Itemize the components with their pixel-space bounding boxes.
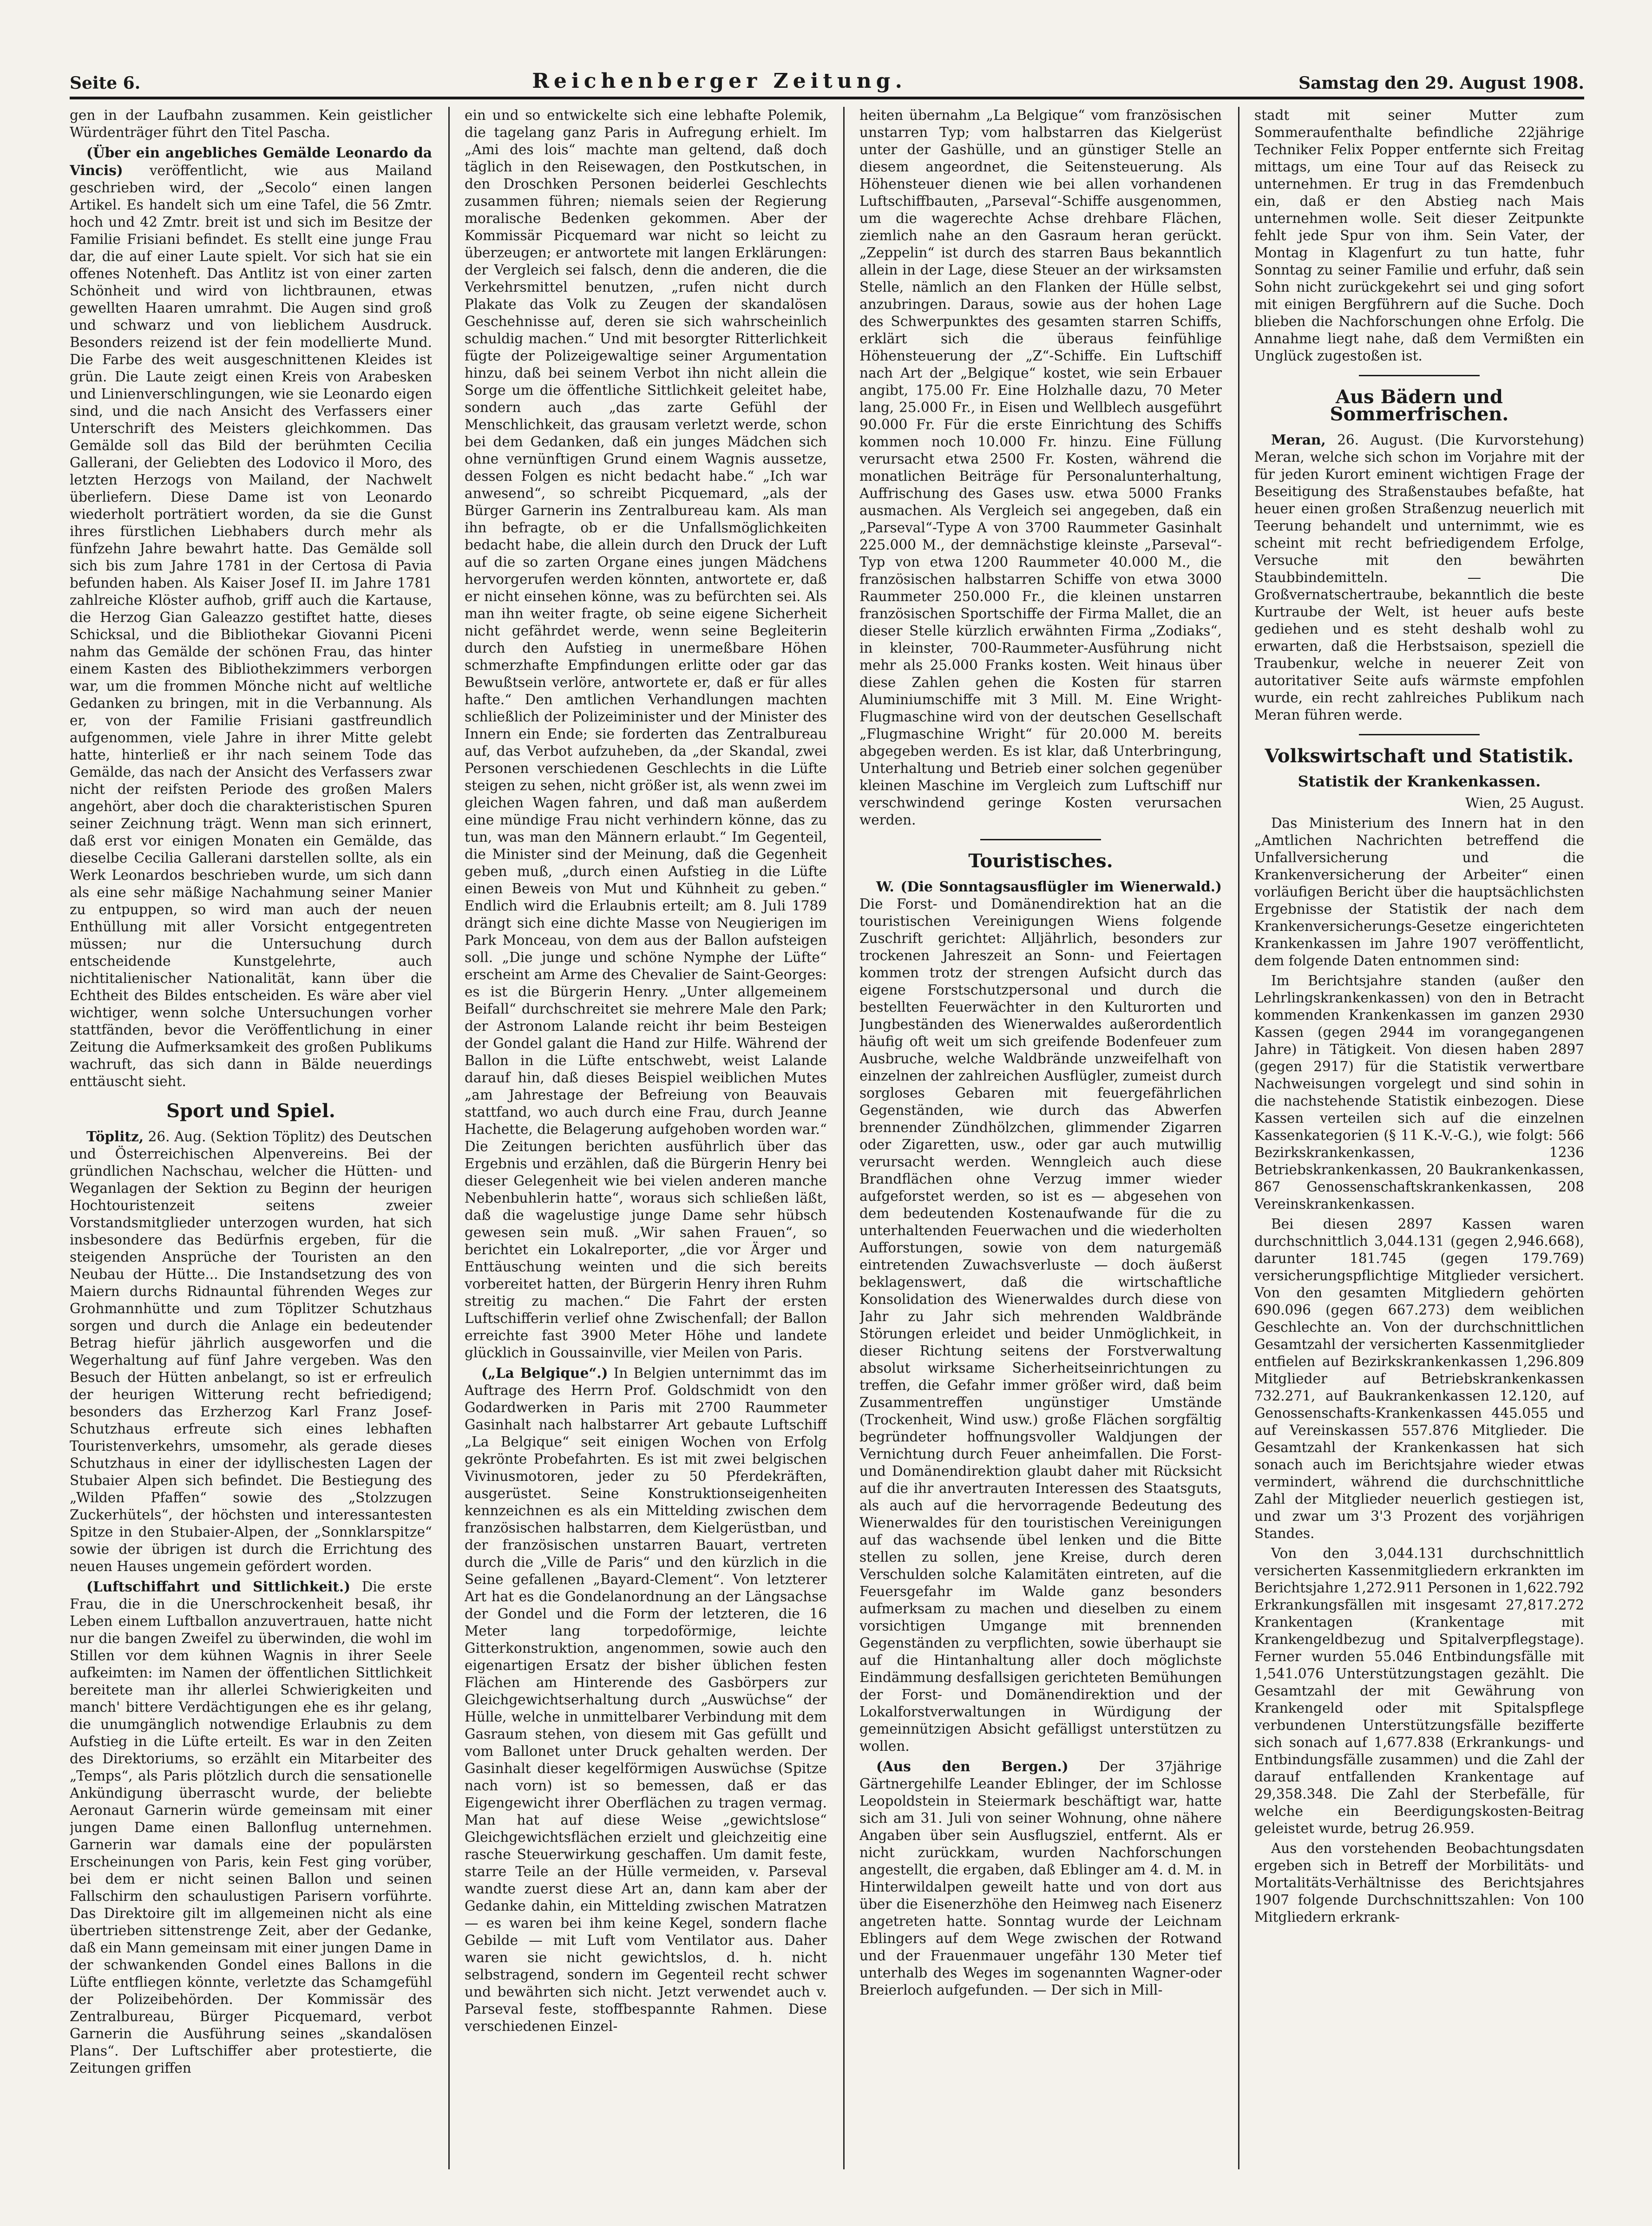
masthead: Reichenberger Zeitung. (532, 69, 907, 93)
column-divider (448, 107, 450, 2169)
column-4 (1254, 107, 1584, 2169)
article-text: Der 37jährige Gärtnergehilfe Leander Eblinger, der im Schlosse Leopoldstein in Steiermark beschäftigt war, hatte sich am 31. Juli von seiner Wohnung, ohne nähere Angaben über sein Ausflugsziel, entfernt. Als er nicht zurückkam, wurden Nachforschungen angestellt, die ergaben, daß Eblinger am 4. d. M. in Hinterwildalpen geweilt hatte und von dort aus über die Eisenerzhöhe den Heimweg nach Eisenerz angetreten hatte. Sonntag wurde der Leichnam Eblingers auf dem Wege zwischen der Rotwand und der Frauenmauer ungefähr 130 Meter tief unterhalb des Weges im sogenannten Wagner-oder Breierloch aufgefunden. — Der sich in Mill- (859, 1759, 1222, 1998)
column-1 (70, 107, 432, 2169)
article-leonardo (70, 144, 432, 1090)
article-title: W. (Die Sonntagsausflügler im Wienerwald.) (876, 878, 1222, 895)
paragraph: stadt mit seiner Mutter zum Sommeraufenthalte befindliche 22jährige Techniker Felix Popper entfernte sich Freitag mittags, um eine Tour auf das Reiseck zu unternehmen. Er trug in das Fremdenbuch ein, daß er den Abstieg nach Mais unternehmen wolle. Seit dieser Zeitpunkte fehlt jede Spur von ihm. Sein Vater, der Montag in Klagenfurt zu tun hatte, fuhr Sonntag zu seiner Familie und erfuhr, daß sein Sohn nicht zurückgekehrt sei und ging sofort mit einigen Bergführern auf die Suche. Doch blieben die Nachforschungen ohne Erfolg. Die Annahme liegt nahe, daß dem Vermißten ein Unglück zugestoßen ist. (1254, 107, 1584, 364)
article-text: veröffentlicht, wie aus Mailand geschrieben wird, der „Secolo“ einen langen Artikel. Es handelt sich um eine Tafel, die 56 Zmtr. hoch und 42 Zmtr. breit ist und sich im Besitze der Familie Frisiani befindet. Es stellt eine junge Frau dar, die auf einer Laute spielt. Vor sich hat sie ein offenes Notenheft. Das Antlitz ist von einer zarten Schönheit und wird von lichtbraunen, etwas gewellten Haaren umrahmt. Die Augen sind groß und schwarz und von lieblichem Ausdruck. Besonders reizend ist der fein modellierte Mund. Die Farbe des weit ausgeschnittenen Kleides ist grün. Die Laute zeigt einen Kreis von Arabesken und Linienverschlingungen, wie sie Leonardo eigen sind, und die nach Ansicht des Verfassers einer Unterschrift des Meisters gleichkommen. Das Gemälde soll das Bild der berühmten Cecilia Gallerani, der Geliebten des Lodovico il Moro, des letzten Herzogs von Mailand, der Nachwelt überliefern. Diese Dame ist von Leonardo wiederholt porträtiert worden, da sie die Gunst ihres fürstlichen Liebhabers durch mehr als fünfzehn Jahre bewahrt hatte. Das Gemälde soll sich bis zum Jahre 1781 in der Certosa di Pavia befunden haben. Als Kaiser Josef II. im Jahre 1781 zahlreiche Klöster aufhob, griff auch die Kartause, die Herzog Gian Galeazzo gestiftet hatte, dieses Schicksal, und die Bibliothekar Giovanni Piceni nahm das Gemälde der schönen Frau, das hinter einem Kasten des Bibliothekzimmers verborgen war, um die frommen Mönche nicht auf weltliche Gedanken zu bringen, mit in die Verbannung. Als er, von der Familie Frisiani gastfreundlich aufgenommen, viele Jahre in ihrer Mitte gelebt hatte, hinterließ er ihr nach seinem Tode das Gemälde, das nach der Ansicht des Verfassers zwar nicht der reifsten Periode des großen Malers angehört, aber doch die charakteristischen Spuren seiner Zeichnung trägt. Wenn man sich erinnert, daß erst vor einigen Monaten ein Gemälde, das dieselbe Cecilia Gallerani darstellen sollte, als ein Werk Leonardos beschrieben wurde, um sich dann als eine sehr mäßige Nachahmung seiner Manier zu entpuppen, so wird man auch der neuen Enthüllung mit aller Vorsicht entgegentreten müssen; nur die Untersuchung durch entscheidende Kunstgelehrte, auch nichtitalienischer Nationalität, kann über die Echtheit des Bildes entscheiden. Es wäre aber viel wichtiger, wenn solche Untersuchungen vorher stattfänden, bevor die Veröffentlichung in einer Zeitung die Aufmerksamkeit des großen Publikums wachruft, das sich dann in Bälde neuerdings enttäuscht sieht. (70, 163, 432, 1089)
paragraph: heiten übernahm „La Belgique“ vom französischen unstarren Typ; vom halbstarren das Kielgerüst unter der Gashülle, und an günstiger Stelle an diesem angeordnet, die Seitensteuerung. Als Höhensteuer dienen wie bei allen vorhandenen Luftschiffbauten, „Parseval“-Schiffe ausgenommen, um die wagerechte Achse drehbare Flächen, ziemlich nahe an den Gasraum heran gerückt. „Zeppelin“ ist durch des starren Baus bekanntlich allein in der Lage, diese Steuer an der wirksamsten Stelle, nämlich an den Flanken der Hülle selbst, anzubringen. Daraus, sowie aus der hohen Lage des Schwerpunktes des gesamten starren Schiffs, erklärt sich die überaus feinfühlige Höhensteuerung der „Z“-Schiffe. Ein Luftschiff nach Art der „Belgique“ kostet, wie sein Erbauer angibt, 175.00 Fr. Eine Holzhalle dazu, 70 Meter lang, 25.000 Fr., in Eisen und Wellblech ausgeführt 90.000 Fr. Für die erste Einrichtung des Schiffs kommen noch 10.000 Fr. hinzu. Eine Füllung verursacht etwa 2500 Fr. Kosten, während die monatlichen Beiträge für Personalunterhaltung, Auffrischung des Gases usw. etwa 5000 Franks ausmachen. Als Vergleich sei angegeben, daß ein „Parseval“-Type A von 3700 Raummeter Gasinhalt 225.000 M., der demnächstige kleinste „Parseval“-Typ von etwa 1200 Raummeter 40.000 M., die französischen halbstarren Schiffe von etwa 3000 Raummeter 250.000 Fr., die kleinen unstarren französischen Sportschiffe der Firma Mallet, die an dieser Stelle kürzlich erwähnten Firma „Zodiaks“, in kleinster, 700-Raummeter-Ausführung nicht mehr als 25.000 Franks kosten. Weit hinaus über diese Zahlen gehen die Kosten für starren Aluminiumschiffe mit 3 Mill. M. Eine Wright-Flugmaschine wird von der deutschen Gesellschaft „Flugmaschine Wright“ für 20.000 M. bereits abgegeben werden. Es ist klar, daß Unterbringung, Unterhaltung und Betrieb einer solchen gegenüber kleinen Maschine im Vergleich zum Luftschiff nur verschwindend geringe Kosten verursachen werden. (859, 107, 1222, 828)
dateline: Wien, 25 August. (1465, 795, 1584, 811)
column-3 (859, 107, 1222, 2169)
paragraph: gen in der Laufbahn zusammen. Kein geistlicher Würdenträger führt den Titel Pascha. (70, 107, 432, 140)
article-text: 26. August. (Die Kurvorstehung) Meran, welche sich schon im Vorjahre mit der für jeden Kurort eminent wichtigen Frage der Beseitigung des Straßenstaubes befaßte, hat heuer einen großen Straßenzug neuerlich mit Teerung behandelt und unternimmt, wie es scheint mit recht befriedigendem Erfolge, Versuche mit den bewährten Staubbindemitteln. — Die Großvernatschertraube, bekanntlich die beste Kurtraube der Welt, ist heuer aufs beste gediehen und es steht deshalb wohl zu erwarten, daß die Herbstsaison, speziell die Traubenkur, welche in neuerer Zeit von autoritativer Seite aufs wärmste empfohlen wurde, ein recht zahlreiches Publikum nach Meran führen werde. (1254, 432, 1584, 723)
article-aus-den-bergen (859, 1758, 1222, 1999)
paragraph: Im Berichtsjahre standen (außer den Lehrlingskrankenkassen) von den in Betracht kommenden Krankenkassen im ganzen 2930 Kassen (gegen 2944 im vorangegangenen Jahre) in Tätigkeit. Von diesen haben 2897 (gegen 2917) für die Statistik verwertbare Nachweisungen vorgelegt und sind sohin in die nachstehende Statistik einbezogen. Diese Kassen verteilen sich auf die einzelnen Kassenkategorien (§ 11 K.-V.-G.), wie folgt: 566 Bezirkskrankenkassen, 1236 Betriebskrankenkassen, 20 Baukrankenkassen, 867 Genossenschaftskrankenkassen, 208 Vereinskrankenkassen. (1254, 973, 1584, 1212)
paragraph: Bei diesen 2897 Kassen waren durchschnittlich 3,044.131 (gegen 2,946.668), darunter 181.745 (gegen 179.769) versicherungspflichtige Mitglieder versichert. Von den gesamten Mitgliedern gehörten 690.096 (gegen 667.273) dem weiblichen Geschlechte an. Von der durchschnittlichen Gesamtzahl der versicherten Kassenmitglieder entfielen auf Bezirkskrankenkassen 1,296.809 Mitglieder auf Betriebskrankenkassen 732.271, auf Baukrankenkassen 12.120, auf Genossenschafts-Krankenkassen 445.055 und auf Vereinskassen 557.876 Mitglieder. Die Gesamtzahl der Krankenkassen hat sich sonach auch im Berichtsjahre wieder etwas vermindert, während die durchschnittliche Zahl der Mitglieder neuerlich gestiegen ist, und zwar um 3'3 Prozent des vorjährigen Standes. (1254, 1216, 1584, 1541)
article-la-belgique (465, 1364, 827, 2035)
article-text: In Belgien unternimmt das im Auftrage des Herrn Prof. Goldschmidt von den Godardwerken in Paris mit 2700 Raummeter Gasinhalt nach halbstarrer Art gebaute Luftschiff „La Belgique“ seit einigen Wochen von Erfolg gekrönte Probefahrten. Es ist mit zwei belgischen Vivinusmotoren, jeder zu 50 Pferdekräften, ausgerüstet. Seine Konstruktionseigenheiten kennzeichnen es als ein Mittelding zwischen dem französischen halbstarren, dem Kielgerüstban, und der französischen unstarren Bauart, vertreten durch die „Ville de Paris“ und den kürzlich in die Seine gefallenen „Bayard-Clement“. Von letzterer Art hat es die Gondelanordnung an der Längsachse der Gondel und die Form der letzteren, die 16 Meter lang torpedoförmige, leichte Gitterkonstruktion, angenommen, sowie auch den eigenartigen Ersatz der bisher üblichen festen Flächen am Hinterende des Gasbörpers zur Gleichgewichtserhaltung durch „Auswüchse“ der Hülle, welche in unmittelbarer Verbindung mit dem Gasraum stehen, von diesem mit Gas gefüllt und vom Ballonet unter Druck gehalten werden. Der Gasinhalt dieser kegelförmigen Auswüchse (Spitze nach vorn) ist so bemessen, daß er das Eigengewicht ihrer Oberflächen zu tragen vermag. Man hat auf diese Weise „gewichtslose“ Gleichgewichtsflächen erzielt und gleichzeitig eine rasche Steuerwirkung geschaffen. Um damit feste, starre Teile an der Hülle vermeiden, v. Parseval wandte zuerst diese Art an, dann kam aber der Gedanke dahin, ein Mittelding zwischen Matratzen — es waren bei ihm keine Kegel, sondern flache Gebilde — mit Luft vom Ventilator aus. Daher waren sie nicht gewichtslos, d. h. nicht selbstragend, sondern im Gegenteil recht schwer und bewährten sich nicht. Jetzt verwendet auch v. Parseval feste, stoffbespannte Rahmen. Diese verschiedenen Einzel- (465, 1365, 827, 2034)
article-keyword: Töplitz, (86, 1128, 144, 1145)
article-keyword: Meran, (1271, 432, 1326, 448)
article-title: (Über ein angebliches Gemälde Leonardo da Vincis) (70, 144, 432, 178)
article-toeplitz (70, 1128, 432, 1575)
issue-date: Samstag den 29. August 1908. (1298, 73, 1584, 93)
paragraph: ein und so entwickelte sich eine lebhafte Polemik, die tagelang ganz Paris in Aufregung erhielt. Im „Ami des lois“ machte man geltend, daß doch täglich in den Reisewagen, den Postkutschen, in den Droschken Personen beiderlei Geschlechts zusammen führen; niemals seien der Regierung moralische Bedenken gekommen. Aber der Kommissär Picquemard war nicht so leicht zu überzeugen; er antwortete mit langen Erklärungen: der Vergleich sei falsch, denn die anderen, die die Verkehrsmittel benutzen, „rufen nicht durch Plakate das Volk zu Zeugen der skandalösen Geschehnisse auf, deren sie sich wahrscheinlich schuldig machen.“ Und mit besorgter Ritterlichkeit fügte der Polizeigewaltige seiner Argumentation hinzu, daß bei seinem Verbot ihn nicht allein die Sorge um die öffentliche Sittlichkeit geleitet habe, sondern auch „das zarte Gefühl der Menschlichkeit, das grausam verletzt werde, schon bei dem Gedanken, daß ein junges Mädchen sich ohne vernünftigen Grund einem Wagnis aussetze, dessen Folgen es nicht bedacht habe.“ „Ich war anwesend“, so schreibt Picquemard, „als der Bürger Garnerin ins Zentralbureau kam. Als man ihn befragte, ob er die Unfallsmöglichkeiten bedacht habe, die allein durch den Druck der Luft auf die so zarten Organe eines jungen Mädchens hervorgerufen werden könnten, antwortete er, daß er nicht einsehen könne, was zu befürchten sei. Als man ihn weiter fragte, ob seine eigene Sicherheit nicht gefährdet werde, wenn seine Begleiterin durch den Aufstieg in unermeßbare Höhen schmerzhafte Empfindungen erlitte oder gar das Bewußtsein verlöre, antwortete er, daß er für alles hafte.“ Den amtlichen Verhandlungen machten schließlich der Polizeiminister und der Minister des Innern ein Ende; sie forderten das Zentralbureau auf, das Verbot aufzuheben, da „der Skandal, zwei Personen verschiedenen Geschlechts in die Lüfte steigen zu sehen, nicht größer ist, als wenn zwei im gleichen Wagen fahren, und daß man außerdem eine mündige Frau nicht verhindern könne, das zu tun, was man den Männern erlaubt.“ Im Gegenteil, die Minister sind der Meinung, daß die Gegenheit geben muß, „durch einen Aufstieg in die Lüfte einen Beweis von Mut und Kühnheit zu geben.“ Endlich wird die Erlaubnis erteilt; am 8. Juli 1789 drängt sich eine dichte Masse von Neugierigen im Park Monceau, von dem aus der Ballon aufsteigen soll. „Die junge und schöne Nymphe der Lüfte“ erscheint am Arme des Chevalier de Saint-Georges: es ist die Bürgerin Henry. „Unter allgemeinem Beifall“ durchschreitet sie mehrere Male den Park; der Astronom Lalande reicht ihr beim Besteigen der Gondel galant die Hand zur Hilfe. Während der Ballon in die Lüfte entschwebt, weist Lalande darauf hin, daß dieses Beispiel weiblichen Mutes „am Jahrestage der Befreiung von Beauvais stattfand, wo auch durch eine Frau, durch Jeanne Hachette, die Belagerung aufgehoben worden war.“ Die Zeitungen berichten ausführlich über das Ergebnis und erzählen, daß die Bürgerin Henry bei dieser Gelegenheit wie bei vielen anderen manche Nebenbuhlerin hatte“, woraus sich schließen läßt, daß die wagelustige junge Dame sehr hübsch gewesen sein muß. „Wir sahen Frauen“, so berichtet ein Lokalreporter, „die vor Ärger und Enttäuschung weinten und die sich bereits vorbereitet hatten, der Bürgerin Henry ihren Ruhm streitig zu machen.“ Die Fahrt der ersten Luftschifferin verlief ohne Zwischenfall; der Ballon erreichte fast 3900 Meter Höhe und landete glücklich in Goussainville, vier Meilen von Paris. (465, 107, 827, 1361)
article-meran (1254, 431, 1584, 724)
section-rule (1359, 734, 1480, 735)
paragraph: Das Ministerium des Innern hat in den „Amtlichen Nachrichten betreffend die Unfallversicherung und die Krankenversicherung der Arbeiter“ einen vorläufigen Bericht über die hauptsächlichsten Ergebnisse der Statistik der nach dem Krankenversicherungs-Gesetze eingerichteten Krankenkassen im Jahre 1907 veröffentlicht, dem folgende Daten entnommen sind: (1254, 815, 1584, 969)
page-number: Seite 6. (70, 73, 141, 93)
subsection-heading-krankenkassen: Statistik der Krankenkassen. (1298, 773, 1541, 790)
article-title: (Luftschiffahrt und Sittlichkeit.) (86, 1578, 351, 1595)
newspaper-page (70, 60, 1584, 2179)
page-header (70, 60, 1584, 93)
article-title: (Aus den Bergen.) (876, 1758, 1069, 1774)
paragraph: Aus den vorstehenden Beobachtungsdaten ergeben sich in Betreff der Morbilitäts- und Mortalitäts-Verhältnisse des Berichtsjahres 1907 folgende Durchschnittszahlen: Von 100 Mitgliedern erkrank- (1254, 1840, 1584, 1925)
section-heading-volkswirtschaft: Volkswirtschaft und Statistik. (1265, 745, 1574, 767)
section-heading-sport: Sport und Spiel. (166, 1100, 335, 1122)
column-divider (843, 107, 845, 2169)
section-heading-baeder: Aus Bädern und Sommerfrischen. (1330, 386, 1509, 425)
article-wienerwald (859, 878, 1222, 1755)
section-heading-touristisches: Touristisches. (968, 850, 1113, 872)
article-text: Die erste Frau, die in die Unerschrockenheit besaß, ihr Leben einem Luftballon anzuvertrauen, hatte nicht nur die bangen Zweifel zu überwinden, die wohl im Stillen vor dem kühnen Wagnis in ihrer Seele aufkeimten: im Namen der öffentlichen Sittlichkeit bereitete man ihr allerlei Schwierigkeiten und manch' bittere Verdächtigungen ehe es ihr gelang, die unumgänglich notwendige Erlaubnis zu dem Aufstieg in die Lüfte erteilt. Es war in den Zeiten des Direktoriums, so erzählt ein Mitarbeiter des „Temps“, als Paris plötzlich durch die sensationelle Ankündigung überrascht wurde, der beliebte Aeronaut Garnerin würde gemeinsam mit einer jungen Dame einen Ballonflug unternehmen. Garnerin war damals eine der populärsten Erscheinungen von Paris, kein Fest ging vorüber, bei dem er nicht seinen Ballon und seinen Fallschirm den schaulustigen Parisern vorführte. Das Direktoire gilt im allgemeinen nicht als eine übertrieben sittenstrenge Zeit, aber der Gedanke, daß ein Mann gemeinsam mit einer jungen Dame in der schwankenden Gondel eines Ballons in die Lüfte entfliegen könnte, verletzte das Schamgefühl der Polizeibehörden. Der Kommissär des Zentralbureau, Bürger Picquemard, verbot Garnerin die Ausführung seines „skandalösen Plans“. Der Luftschiffer aber protestierte, die Zeitungen griffen (70, 1579, 432, 2076)
article-luftschiffahrt (70, 1578, 432, 2077)
section-rule (980, 839, 1101, 840)
article-text: 26. Aug. (Sektion Töplitz) des Deutschen und Österreichischen Alpenvereins. Bei der gründlichen Nachschau, welcher die Hütten- und Weganlagen der Sektion zu Beginn der heurigen Hochtouristenzeit seitens zweier Vorstandsmitglieder unterzogen wurden, hat sich insbesondere das Bedürfnis ergeben, für die steigenden Ansprüche der Touristen an den Neubau der Hütte... Die Instandsetzung des von Maiern durchs Ridnauntal führenden Weges zur Grohmannhütte und zum Töplitzer Schutzhaus sorgen und durch die Anlage ein bedeutender Betrag hiefür jährlich ausgeworfen und die Wegerhaltung auf fünf Jahre vergeben. Was den Besuch der Hütten anbelangt, so ist er erfreulich der heurigen Witterung recht befriedigend; besonders das Erzherzog Karl Franz Josef-Schutzhaus erfreute sich eines lebhaften Touristenverkehrs, umsomehr, als gerade dieses Schutzhaus in einer der idyllischesten Lagen der Stubaier Alpen sich befindet. Die Bestiegung des „Wilden Pfaffen“ sowie des „Stolzzugen Zuckerhütels“, der höchsten und interessantesten Spitze in den Stubaier-Alpen, der „Sonnklarspitze“ sowie der übrigen ist durch die Errichtung des neuen Hauses ungemein gefördert worden. (70, 1129, 432, 1574)
article-text: Die Forst- und Domänendirektion hat an die touristischen Vereinigungen Wiens folgende Zuschrift gerichtet: Alljährlich, besonders zur trockenen Jahreszeit an Sonn- und Feiertagen kommen trotz der strengen Aufsicht durch das eigene Forstschutzpersonal und durch die bestellten Feuerwächter in den Kulturorten und Jungbeständen des Wienerwaldes außerordentlich häufig oft weit um sich greifende Bodenfeuer zum Ausbruche, welche Waldbrände unzweifelhaft von einzelnen der zahlreichen Ausflügler, zumeist durch sorgloses Gebaren mit feuergefährlichen Gegenständen, wie durch das Abwerfen brennender Zündhölzchen, glimmender Zigarren oder Zigaretten, usw., oder gar auch mutwillig verursacht werden. Wenngleich auch diese Brandflächen ohne Verzug immer wieder aufgeforstet werden, so ist es — abgesehen von dem bedeutenden Kostenaufwande für die zu unterhaltenden Feuerwachen und die wiederholten Aufforstungen, sowie von dem naturgemäß eintretenden Zuwachsverluste — doch äußerst beklagenswert, daß die wirtschaftliche Konsolidation des Wienerwaldes durch diese von Jahr zu Jahr sich mehrenden Waldbrände Störungen erleidet und beider Unmöglichkeit, in dieser Richtung seitens der Forstverwaltung absolut wirksame Sicherheitseinrichtungen zu treffen, die Gefahr immer größer wird, daß beim Zusammentreffen ungünstiger Umstände (Trockenheit, Wind usw.) große Flächen sorgfältig begründeter hoffnungsvoller Waldjungen der Vernichtung durch Feuer anheimfallen. Die Forst- und Domänendirektion glaubt daher mit Rücksicht auf die ihr anvertrauten Interessen des Staatsguts, als auch auf die hervorragende Bedeutung des Wienerwaldes für den touristischen Vereinigungen auf das wachsende übel lenken und die Bitte stellen zu sollen, jene Kreise, durch deren Verschulden solche Kalamitäten eintreten, auf die Feuersgefahr im Walde ganz besonders aufmerksam zu machen und dieselben zu einem vorsichtigen Umgange mit brennenden Gegenständen zu verpflichten, sowie überhaupt sie auf die Hintanhaltung aller doch möglichste Eindämmung desfallsigen gerichteten Bemühungen der Forst- und Domänendirektion und der Lokalforstverwaltungen in Würdigung der gemeinnützigen Absicht gefälligst unterstützen zu wollen. (859, 896, 1222, 1754)
article-title: („La Belgique“.) (481, 1365, 608, 1381)
section-rule (1359, 375, 1480, 376)
column-divider (1238, 107, 1239, 2169)
column-2 (465, 107, 827, 2169)
header-rule (70, 97, 1584, 99)
paragraph: Von den 3,044.131 durchschnittlich versicherten Kassenmitgliedern erkrankten im Berichtsjahre 1,272.911 Personen in 1,622.792 Erkrankungsfällen mit insgesamt 27,817.272 Krankentagen (Krankentage mit Krankengeldbezug und Spitalverpflegstage). Ferner wurden 55.046 Entbindungsfälle mit 1,541.076 Unterstützungstagen gezählt. Die Gesamtzahl der mit Gewährung von Krankengeld oder mit Spitalspflege verbundenen Unterstützungsfälle bezifferte sich sonach auf 1,677.838 (Erkrankungs- und Entbindungsfälle zusammen) und die Zahl der darauf entfallenden Krankentage auf 29,358.348. Die Zahl der Sterbefälle, für welche ein Beerdigungskosten-Beitrag geleistet wurde, betrug 26.959. (1254, 1545, 1584, 1836)
